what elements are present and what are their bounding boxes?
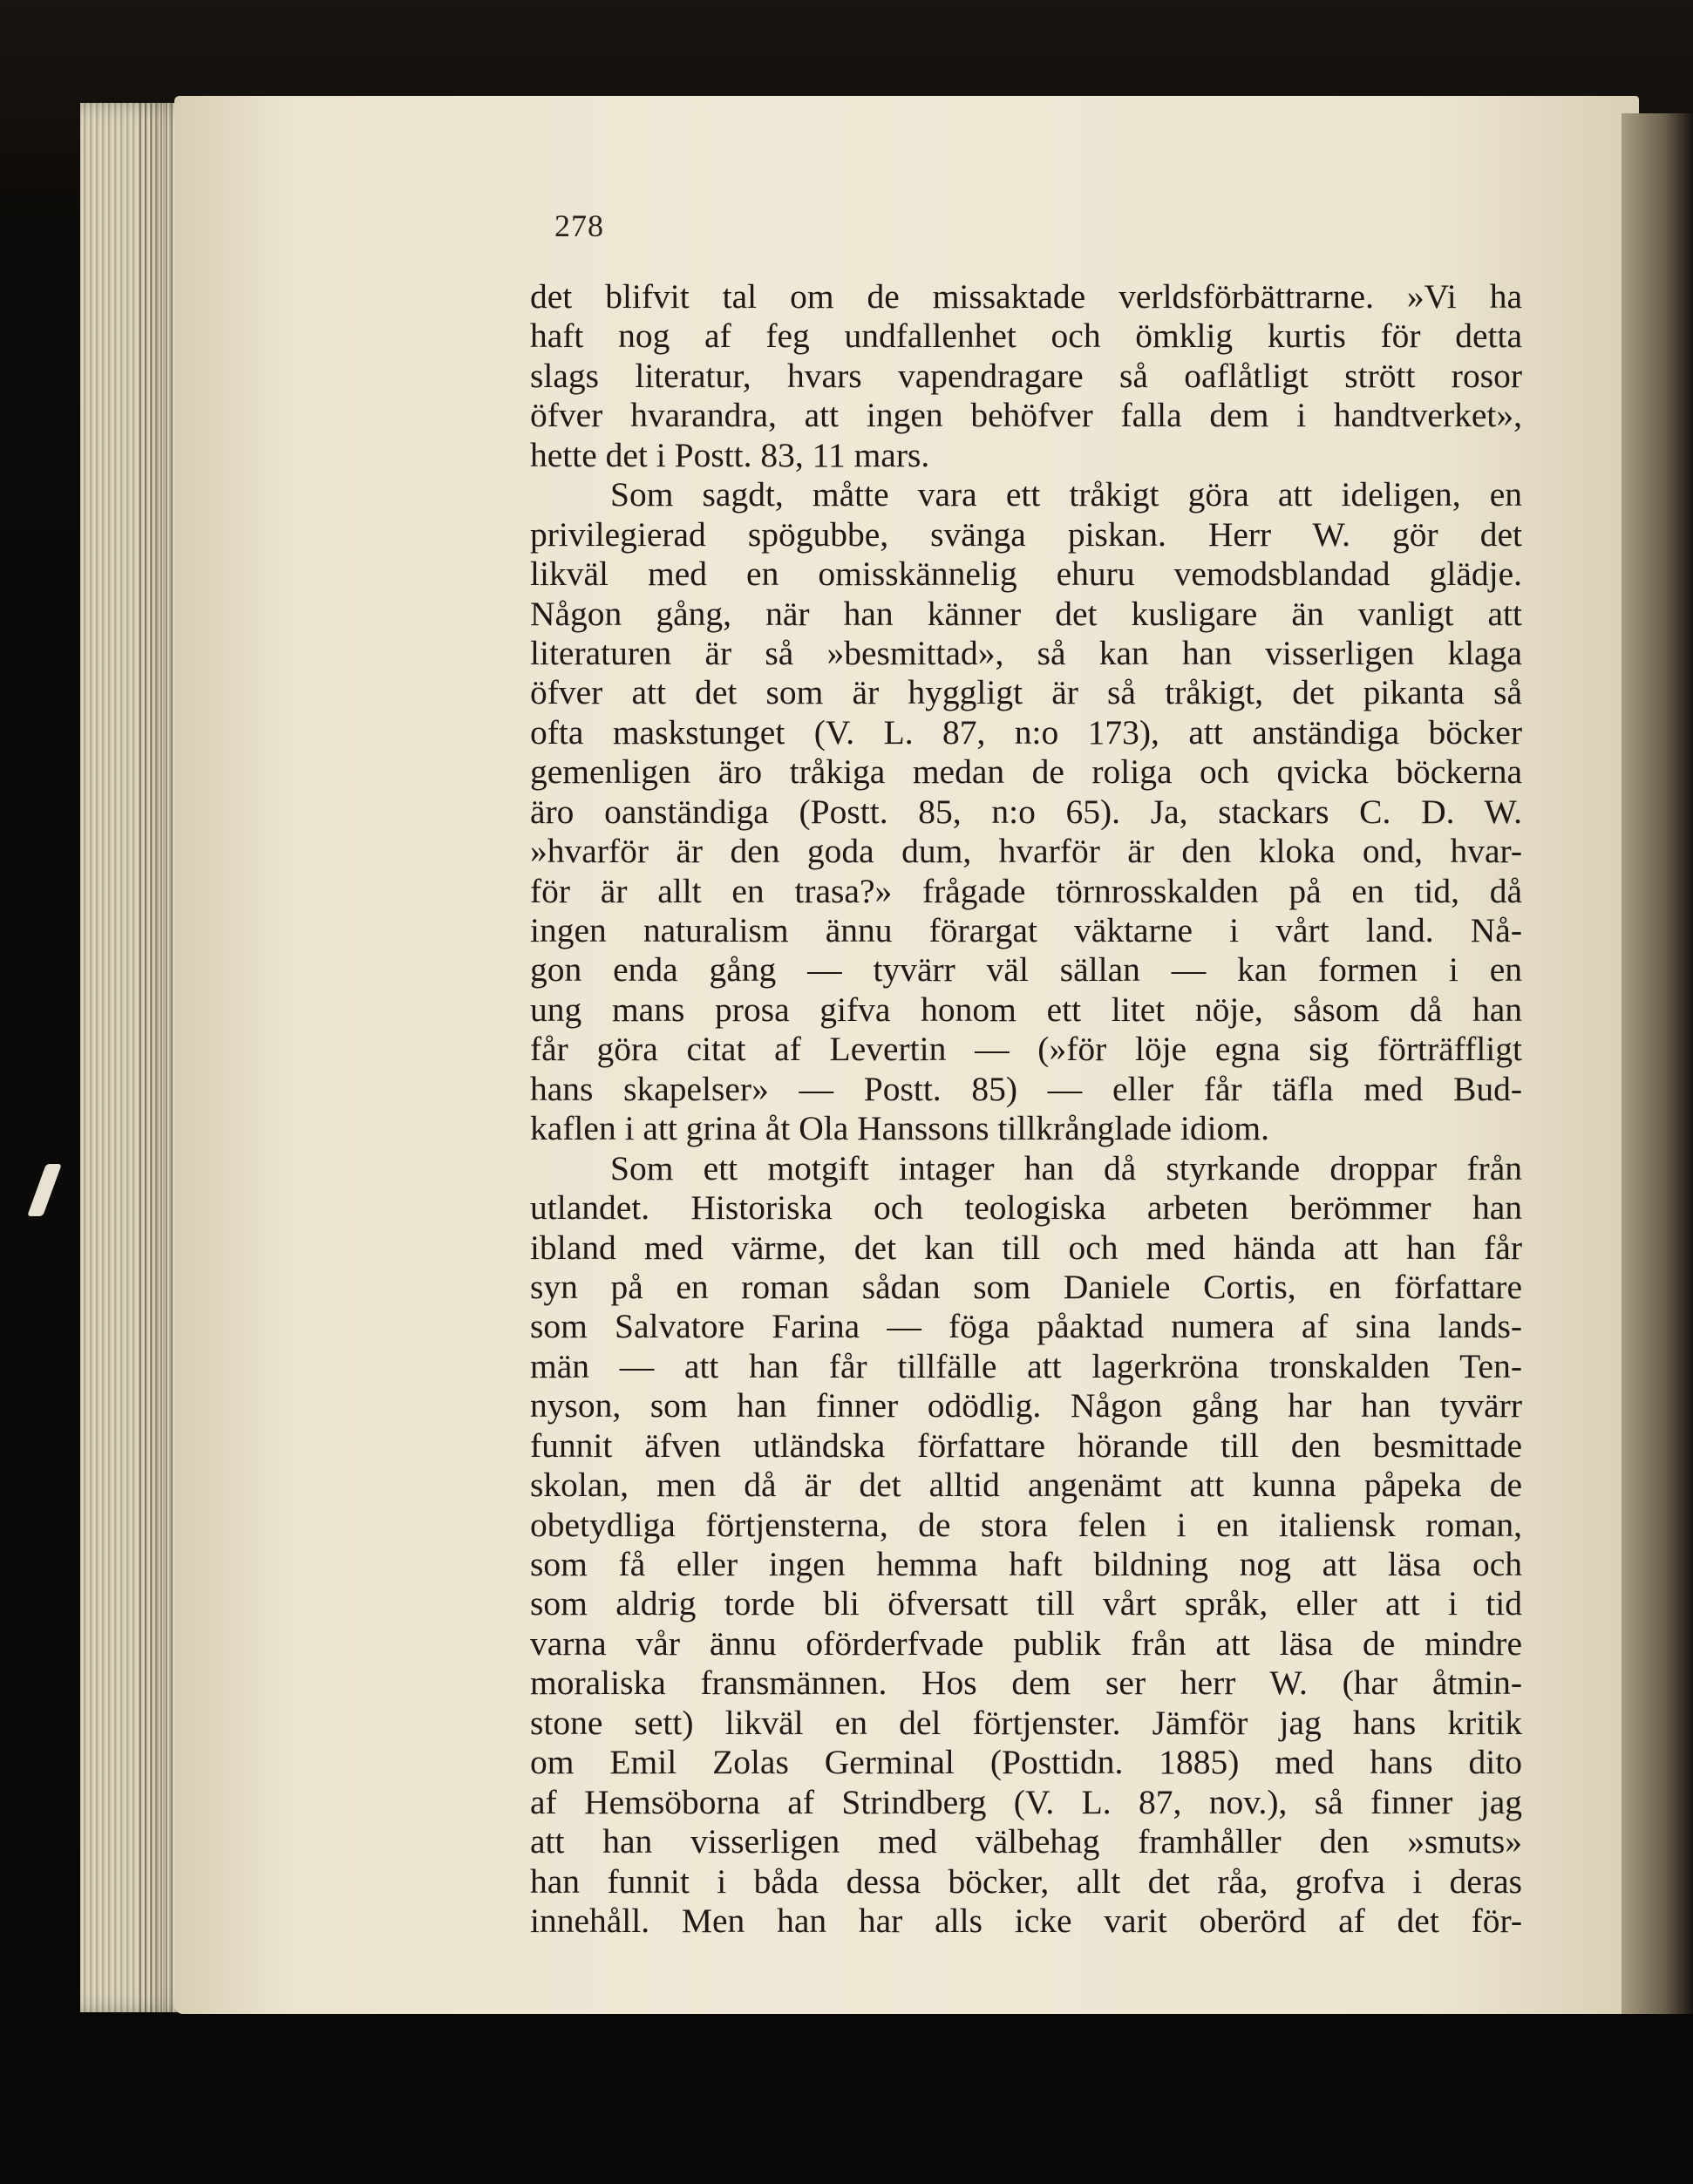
text-line: ofta maskstunget (V. L. 87, n:o 173), att anständiga böcker (530, 712, 1522, 752)
text-line: hette det i Postt. 83, 11 mars. (530, 435, 930, 474)
text-line: skolan, men då är det alltid angenämt att kunna påpeka de (530, 1466, 1522, 1505)
text-line: »hvarför är den goda dum, hvarför är den kloka ond, hvar- (530, 832, 1522, 871)
text-line: innehåll. Men han har alls icke varit oberörd af det för- (530, 1901, 1522, 1940)
text-line: slags literatur, hvars vapendragare så oaflåtligt strött rosor (530, 356, 1522, 395)
text-line: för är allt en trasa?» frågade törnrosskalden på en tid, då (530, 871, 1522, 910)
text-line: hans skapelser» — Postt. 85) — eller får täfla med Bud- (530, 1069, 1522, 1108)
text-line: äro oanständiga (Postt. 85, n:o 65). Ja, stackars C. D. W. (530, 792, 1522, 831)
text-line: haft nog af feg undfallenhet och ömklig kurtis för detta (530, 316, 1522, 356)
text-line: som Salvatore Farina — föga påaktad numera af sina lands- (530, 1307, 1522, 1346)
text-line: ingen naturalism ännu förargat väktarne i vårt land. Nå- (530, 911, 1522, 949)
page-number: 278 (554, 208, 604, 243)
text-line: får göra citat af Levertin — (»för löje egna sig förträffligt (530, 1030, 1522, 1069)
text-line: af Hemsöborna af Strindberg (V. L. 87, nov.), så finner jag (530, 1782, 1522, 1821)
text-line: nyson, som han finner odödlig. Någon gång har han tyvärr (530, 1386, 1522, 1425)
text-line: ung mans prosa gifva honom ett litet nöje, såsom då han (530, 990, 1522, 1029)
text-line: Som sagdt, måtte vara ett tråkigt göra att ideligen, en (610, 475, 1522, 514)
text-line: funnit äfven utländska författare hörande till den besmittade (530, 1425, 1522, 1465)
text-line: gemenligen äro tråkiga medan de roliga och qvicka böckerna (530, 752, 1522, 792)
text-line: som få eller ingen hemma haft bildning nog att läsa och (530, 1545, 1522, 1583)
text-line: stone sett) likväl en del förtjenster. Jämför jag hans kritik (530, 1703, 1522, 1742)
text-line: utlandet. Historiska och teologiska arbeten berömmer han (530, 1188, 1522, 1228)
facing-page-edge (1622, 113, 1693, 2014)
text-line: att han visserligen med välbehag framhåller den »smuts» (530, 1822, 1522, 1861)
text-line: kaflen i att grina åt Ola Hanssons tillkrånglade idiom. (530, 1109, 1269, 1148)
text-line: varna vår ännu oförderfvade publik från att läsa de mindre (530, 1623, 1522, 1663)
text-line: moraliska fransmännen. Hos dem ser herr W. (har åtmin- (530, 1664, 1522, 1703)
text-line: privilegierad spögubbe, svänga piskan. Herr W. gör det (530, 514, 1522, 554)
text-line: Som ett motgift intager han då styrkande droppar från (610, 1148, 1522, 1187)
text-line: öfver hvarandra, att ingen behöfver falla dem i handtverket», (530, 396, 1522, 435)
text-line: syn på en roman sådan som Daniele Cortis, en författare (530, 1267, 1522, 1306)
text-line: det blifvit tal om de missaktade verldsförbättrarne. »Vi ha (530, 277, 1522, 316)
text-line: som aldrig torde bli öfversatt till vårt språk, eller att i tid (530, 1584, 1522, 1623)
text-line: likväl med en omisskännelig ehuru vemodsblandad glädje. (530, 555, 1522, 594)
body-text (530, 277, 1522, 1941)
text-line: literaturen är så »besmittad», så kan han visserligen klaga (530, 633, 1522, 672)
page-edges (139, 103, 174, 2012)
text-line: ibland med värme, det kan till och med hända att han får (530, 1228, 1522, 1267)
text-line: Någon gång, när han känner det kusligare än vanligt att (530, 594, 1522, 633)
text-line: män — att han får tillfälle att lagerkröna tronskalden Ten- (530, 1346, 1522, 1385)
text-line: obetydliga förtjensterna, de stora felen i en italiensk roman, (530, 1505, 1522, 1544)
text-line: om Emil Zolas Germinal (Posttidn. 1885) med hans dito (530, 1743, 1522, 1782)
text-line: öfver att det som är hyggligt är så tråkigt, det pikanta så (530, 673, 1522, 712)
text-line: han funnit i båda dessa böcker, allt det råa, grofva i deras (530, 1861, 1522, 1901)
text-line: gon enda gång — tyvärr väl sällan — kan formen i en (530, 950, 1522, 990)
